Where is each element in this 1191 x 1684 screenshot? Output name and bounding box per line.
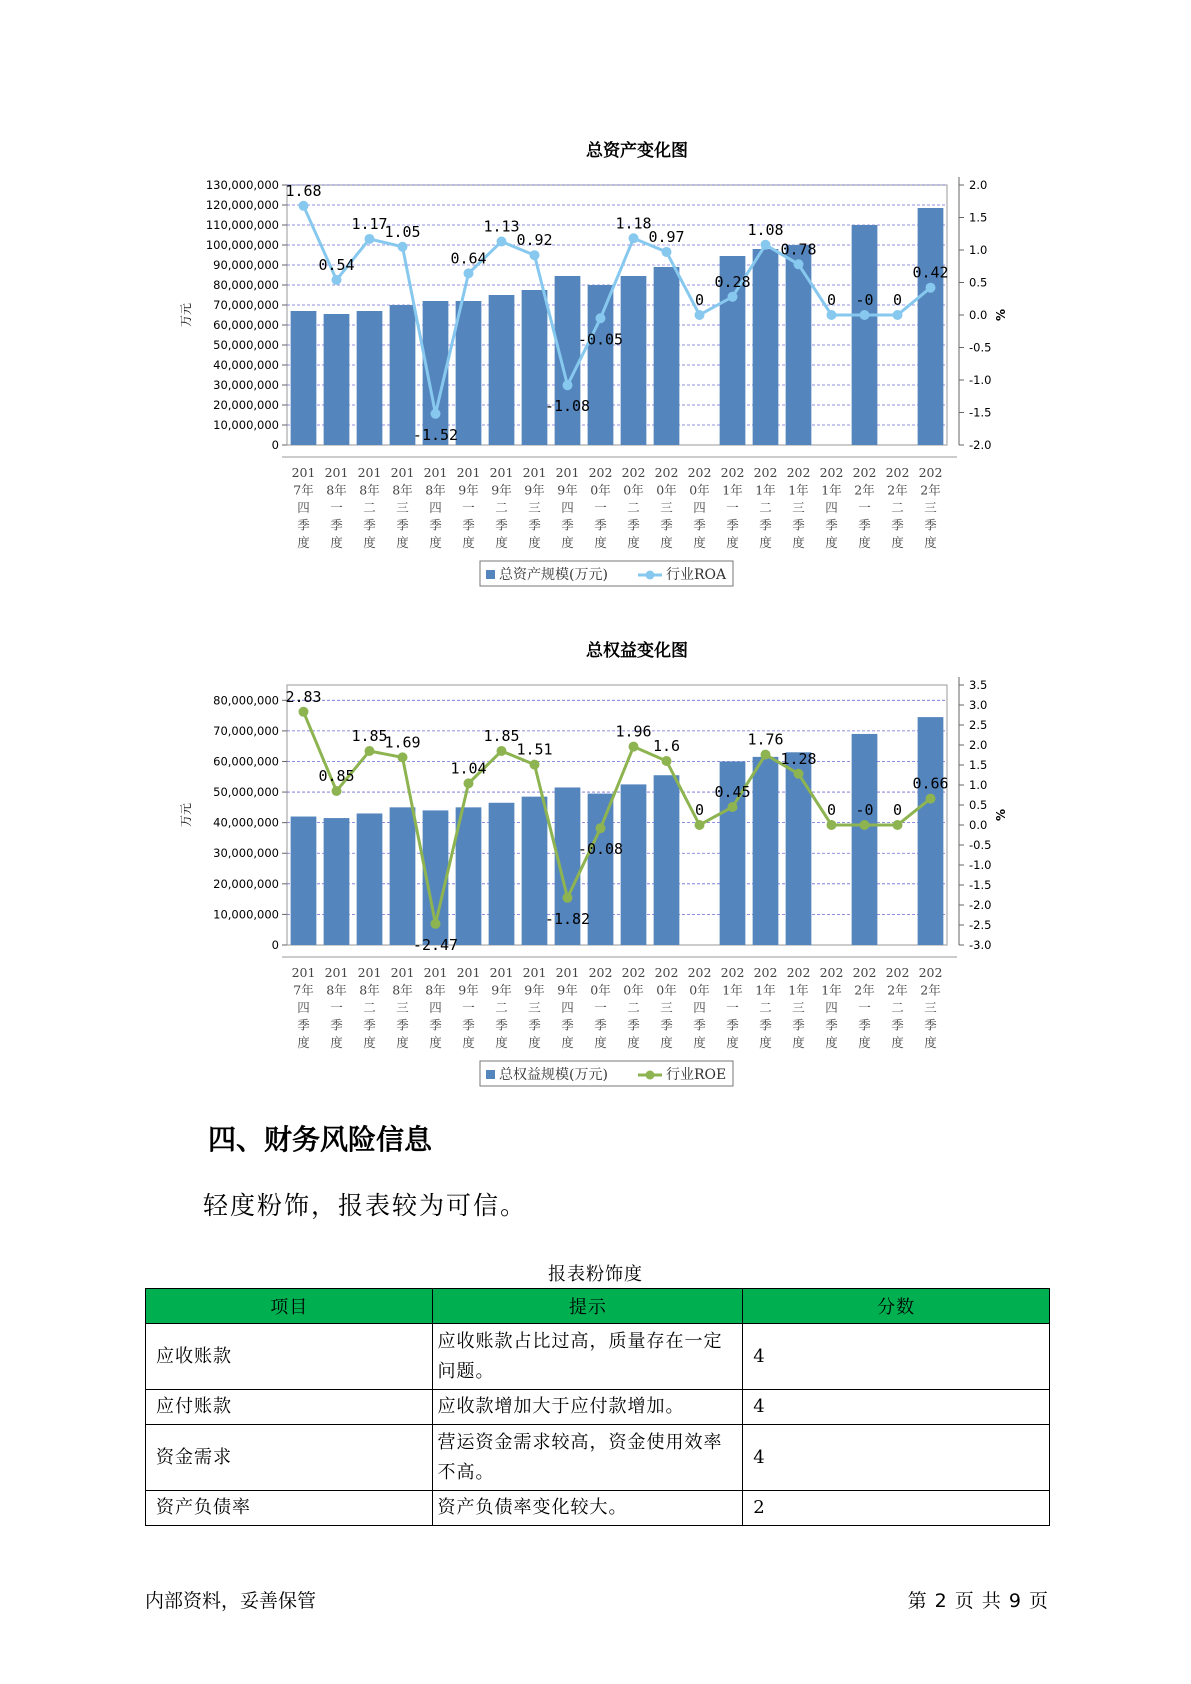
x-tick-label: 202 1年二季度 [753, 965, 778, 1050]
data-label: 1.76 [747, 730, 784, 749]
y2-axis-label: % [994, 808, 1008, 822]
y-tick-label: 40,000,000 [213, 358, 279, 372]
y-axis-label: 万元 [179, 802, 193, 828]
data-point [794, 769, 804, 779]
data-point [662, 247, 672, 257]
x-tick-label: 202 0年二季度 [621, 965, 646, 1050]
y-tick-label: 70,000,000 [213, 298, 279, 312]
y-tick-label: 80,000,000 [213, 693, 279, 708]
bar [753, 249, 779, 445]
row-item: 资金需求 [146, 1425, 433, 1491]
y2-tick-label: -2.0 [969, 898, 992, 912]
legend-line-label: 行业ROA [666, 567, 727, 583]
bar [456, 301, 482, 445]
y-tick-label: 20,000,000 [213, 876, 279, 891]
y-tick-label: 80,000,000 [213, 278, 279, 292]
x-tick-label: 201 8年一季度 [324, 465, 349, 550]
bar [654, 775, 680, 945]
data-point [332, 786, 342, 796]
data-point [365, 234, 375, 244]
data-label: 1.69 [384, 733, 421, 752]
data-label: 1.17 [351, 214, 388, 233]
data-point [431, 409, 441, 419]
y2-tick-label: 2.5 [969, 718, 988, 732]
x-tick-label: 202 0年四季度 [687, 465, 712, 550]
asset-chart [0, 130, 1191, 600]
legend-line-marker [646, 1071, 655, 1080]
y-tick-label: 70,000,000 [213, 723, 279, 738]
y2-tick-label: 1.0 [969, 778, 988, 792]
x-tick-label: 202 0年四季度 [687, 965, 712, 1050]
y-tick-label: 100,000,000 [205, 238, 279, 252]
y2-tick-label: 1.5 [969, 758, 988, 772]
row-item: 资产负债率 [146, 1491, 433, 1526]
data-point [827, 310, 837, 320]
y2-tick-label: -1.5 [969, 878, 992, 892]
x-tick-label: 202 1年四季度 [819, 465, 844, 550]
x-tick-label: 201 9年四季度 [555, 465, 580, 550]
table-caption: 报表粉饰度 [548, 1264, 643, 1285]
table-row [146, 1425, 1050, 1491]
x-tick-label: 202 1年一季度 [720, 965, 745, 1050]
y2-tick-label: 0.0 [969, 308, 988, 322]
data-point [596, 313, 606, 323]
data-label: -0 [855, 801, 874, 819]
bar [588, 794, 614, 945]
y2-tick-label: 1.5 [969, 210, 988, 225]
y2-axis-label: % [994, 308, 1008, 322]
y2-tick-label: 3.0 [969, 698, 988, 712]
x-tick-label: 201 8年四季度 [423, 965, 448, 1050]
x-tick-label: 202 2年三季度 [918, 465, 943, 550]
data-label: 2.83 [285, 687, 322, 706]
bar [357, 813, 383, 945]
table-row [146, 1390, 1050, 1425]
table-row [146, 1324, 1050, 1390]
data-point [794, 259, 804, 269]
data-label: -1.52 [412, 425, 459, 444]
data-label: 1.18 [615, 214, 652, 233]
equity-chart [0, 630, 1191, 1100]
data-label: 0.66 [912, 774, 949, 793]
bar [621, 784, 647, 945]
y-tick-label: 30,000,000 [213, 378, 279, 392]
y2-tick-label: -2.5 [969, 918, 992, 932]
x-tick-label: 202 2年三季度 [918, 965, 943, 1050]
bar [489, 295, 515, 445]
legend-bar-label: 总资产规模(万元) [499, 567, 608, 583]
y-tick-label: 10,000,000 [213, 907, 279, 922]
table-header-row [146, 1289, 1050, 1324]
data-point [563, 893, 573, 903]
x-tick-label: 201 9年三季度 [522, 465, 547, 550]
bar [390, 305, 416, 445]
y-tick-label: 0 [271, 438, 279, 452]
y2-tick-label: 2.0 [969, 738, 988, 752]
data-label: 0.64 [450, 249, 487, 268]
data-point [398, 242, 408, 252]
x-tick-label: 201 9年二季度 [489, 465, 514, 550]
data-point [926, 794, 936, 804]
x-tick-label: 201 7年四季度 [291, 465, 316, 550]
x-tick-label: 202 2年二季度 [885, 965, 910, 1050]
bar [588, 285, 614, 445]
data-point [497, 746, 507, 756]
y2-tick-label: 3.5 [969, 678, 988, 692]
data-point [464, 778, 474, 788]
bar [555, 276, 581, 445]
bar [852, 734, 878, 945]
data-label: -1.82 [544, 909, 591, 928]
data-point [563, 380, 573, 390]
y-tick-label: 10,000,000 [213, 418, 279, 432]
x-tick-label: 201 8年四季度 [423, 465, 448, 550]
bar [918, 208, 944, 445]
equity-chart-svg [0, 630, 1191, 1100]
data-point [299, 201, 309, 211]
y2-tick-label: -3.0 [969, 938, 992, 952]
y-tick-label: 60,000,000 [213, 754, 279, 769]
y-tick-label: 30,000,000 [213, 846, 279, 861]
data-label: 0.42 [912, 263, 949, 282]
data-label: 1.96 [615, 722, 652, 741]
x-tick-label: 201 8年二季度 [357, 465, 382, 550]
row-score: 4 [743, 1390, 1050, 1425]
legend-bar-swatch [486, 570, 495, 579]
y-tick-label: 130,000,000 [205, 178, 279, 192]
data-label: 1.51 [516, 740, 553, 759]
x-tick-label: 201 9年四季度 [555, 965, 580, 1050]
data-point [695, 310, 705, 320]
x-tick-label: 202 2年一季度 [852, 465, 877, 550]
data-point [695, 820, 705, 830]
legend-line-label: 行业ROE [666, 1067, 727, 1083]
bar [621, 276, 647, 445]
data-point [728, 802, 738, 812]
y-tick-label: 120,000,000 [205, 198, 279, 212]
data-point [893, 310, 903, 320]
legend-bar-label: 总权益规模(万元) [499, 1067, 608, 1083]
y-tick-label: 20,000,000 [213, 398, 279, 412]
bar [852, 225, 878, 445]
data-point [926, 283, 936, 293]
data-label: 0 [826, 291, 837, 309]
data-point [860, 310, 870, 320]
data-point [365, 746, 375, 756]
x-tick-label: 201 8年三季度 [390, 465, 415, 550]
data-point [464, 268, 474, 278]
data-label: 1.13 [483, 217, 520, 236]
bar [390, 807, 416, 945]
data-point [662, 756, 672, 766]
footer-note: 内部资料，妥善保管 [145, 1590, 317, 1612]
row-score: 4 [743, 1324, 1050, 1390]
bar [522, 290, 548, 445]
data-label: 1.68 [285, 181, 322, 200]
data-point [893, 820, 903, 830]
bar [786, 245, 812, 445]
bar [324, 314, 350, 445]
x-tick-label: 201 9年二季度 [489, 965, 514, 1050]
y-tick-label: 110,000,000 [205, 218, 279, 232]
data-label: -0.08 [577, 840, 624, 859]
legend-bar-swatch [486, 1070, 495, 1079]
row-score: 2 [743, 1491, 1050, 1526]
x-tick-label: 202 0年一季度 [588, 965, 613, 1050]
x-tick-label: 202 1年三季度 [786, 965, 811, 1050]
data-point [629, 233, 639, 243]
data-point [497, 237, 507, 247]
bar [324, 818, 350, 945]
y2-tick-label: 2.0 [969, 178, 988, 192]
x-tick-label: 201 9年三季度 [522, 965, 547, 1050]
y-tick-label: 50,000,000 [213, 785, 279, 800]
legend-line-marker [646, 571, 655, 580]
y2-tick-label: -1.0 [969, 373, 992, 387]
section-heading: 四、财务风险信息 [208, 1123, 433, 1156]
row-hint: 资产负债率变化较大。 [433, 1491, 743, 1526]
x-tick-label: 202 2年一季度 [852, 965, 877, 1050]
x-tick-label: 202 0年三季度 [654, 965, 679, 1050]
chart-title: 总资产变化图 [586, 141, 688, 161]
x-tick-label: 201 7年四季度 [291, 965, 316, 1050]
header-score: 分数 [743, 1289, 1050, 1324]
bar [654, 267, 680, 445]
data-label: -2.47 [412, 935, 459, 954]
bar [753, 757, 779, 945]
data-label: 0.45 [714, 783, 751, 801]
data-label: 0 [892, 291, 903, 309]
data-label: 0.97 [648, 227, 685, 246]
data-label: 0 [694, 801, 705, 819]
data-point [332, 275, 342, 285]
data-label: 1.05 [384, 222, 421, 241]
risk-summary: 轻度粉饰，报表较为可信。 [203, 1191, 528, 1220]
bar [786, 752, 812, 945]
y-tick-label: 90,000,000 [213, 258, 279, 272]
header-item: 项目 [146, 1289, 433, 1324]
data-label: 0 [826, 801, 837, 819]
y-tick-label: 40,000,000 [213, 815, 279, 830]
row-score: 4 [743, 1425, 1050, 1491]
x-tick-label: 202 1年一季度 [720, 465, 745, 550]
x-tick-label: 202 0年二季度 [621, 465, 646, 550]
data-point [530, 250, 540, 260]
data-point [761, 750, 771, 760]
bar [489, 803, 515, 945]
row-hint: 应收款增加大于应付款增加。 [433, 1390, 743, 1425]
data-point [761, 240, 771, 250]
y2-tick-label: 0.5 [969, 798, 988, 812]
data-label: 1.08 [747, 220, 784, 239]
data-point [431, 919, 441, 929]
data-label: 0 [694, 291, 705, 309]
data-point [299, 707, 309, 717]
y-tick-label: 60,000,000 [213, 318, 279, 332]
x-tick-label: 202 0年一季度 [588, 465, 613, 550]
data-label: -0.05 [577, 330, 624, 349]
bar [291, 817, 317, 945]
data-label: 1.28 [780, 749, 817, 768]
data-point [530, 760, 540, 770]
data-point [728, 292, 738, 302]
y2-tick-label: -0.5 [969, 838, 992, 852]
row-item: 应收账款 [146, 1324, 433, 1390]
bar [291, 311, 317, 445]
data-label: 0.85 [318, 767, 355, 785]
bar [357, 311, 383, 445]
header-hint: 提示 [433, 1289, 743, 1324]
data-label: 1.6 [652, 737, 681, 755]
x-tick-label: 202 1年二季度 [753, 465, 778, 550]
x-tick-label: 202 2年二季度 [885, 465, 910, 550]
y2-tick-label: -0.5 [969, 340, 992, 355]
data-label: -1.08 [544, 397, 591, 416]
data-point [596, 823, 606, 833]
chart-title: 总权益变化图 [586, 641, 688, 661]
y-tick-label: 0 [271, 938, 279, 952]
y-axis-label: 万元 [179, 302, 193, 328]
bar [522, 797, 548, 945]
x-tick-label: 201 8年一季度 [324, 965, 349, 1050]
y2-tick-label: -2.0 [969, 438, 992, 452]
data-label: 0.78 [780, 240, 817, 259]
data-point [827, 820, 837, 830]
row-item: 应付账款 [146, 1390, 433, 1425]
data-point [629, 742, 639, 752]
x-tick-label: 201 8年二季度 [357, 965, 382, 1050]
data-label: 1.85 [351, 727, 388, 745]
data-label: -0 [855, 291, 874, 309]
page-number: 第 2 页 共 9 页 [907, 1590, 1048, 1612]
y-tick-label: 50,000,000 [213, 338, 279, 352]
data-label: 0.28 [714, 272, 751, 291]
row-hint: 应收账款占比过高，质量存在一定问题。 [433, 1324, 743, 1390]
data-label: 0 [892, 801, 903, 819]
y2-tick-label: 1.0 [969, 243, 988, 257]
x-tick-label: 202 1年四季度 [819, 965, 844, 1050]
asset-chart-svg [0, 130, 1191, 600]
bar [918, 717, 944, 945]
data-label: 1.04 [450, 759, 487, 778]
table-row [146, 1491, 1050, 1526]
y2-tick-label: 0.5 [969, 275, 988, 290]
row-hint: 营运资金需求较高，资金使用效率不高。 [433, 1425, 743, 1491]
y2-tick-label: -1.0 [969, 858, 992, 872]
risk-table [145, 1288, 1050, 1526]
data-label: 0.92 [516, 231, 553, 250]
y2-tick-label: -1.5 [969, 405, 992, 420]
y2-tick-label: 0.0 [969, 818, 988, 832]
x-tick-label: 201 9年一季度 [456, 965, 481, 1050]
data-label: 0.54 [318, 255, 355, 274]
x-tick-label: 202 1年三季度 [786, 465, 811, 550]
data-point [860, 820, 870, 830]
x-tick-label: 202 0年三季度 [654, 465, 679, 550]
x-tick-label: 201 9年一季度 [456, 465, 481, 550]
x-tick-label: 201 8年三季度 [390, 965, 415, 1050]
data-label: 1.85 [483, 727, 520, 745]
data-point [398, 752, 408, 762]
